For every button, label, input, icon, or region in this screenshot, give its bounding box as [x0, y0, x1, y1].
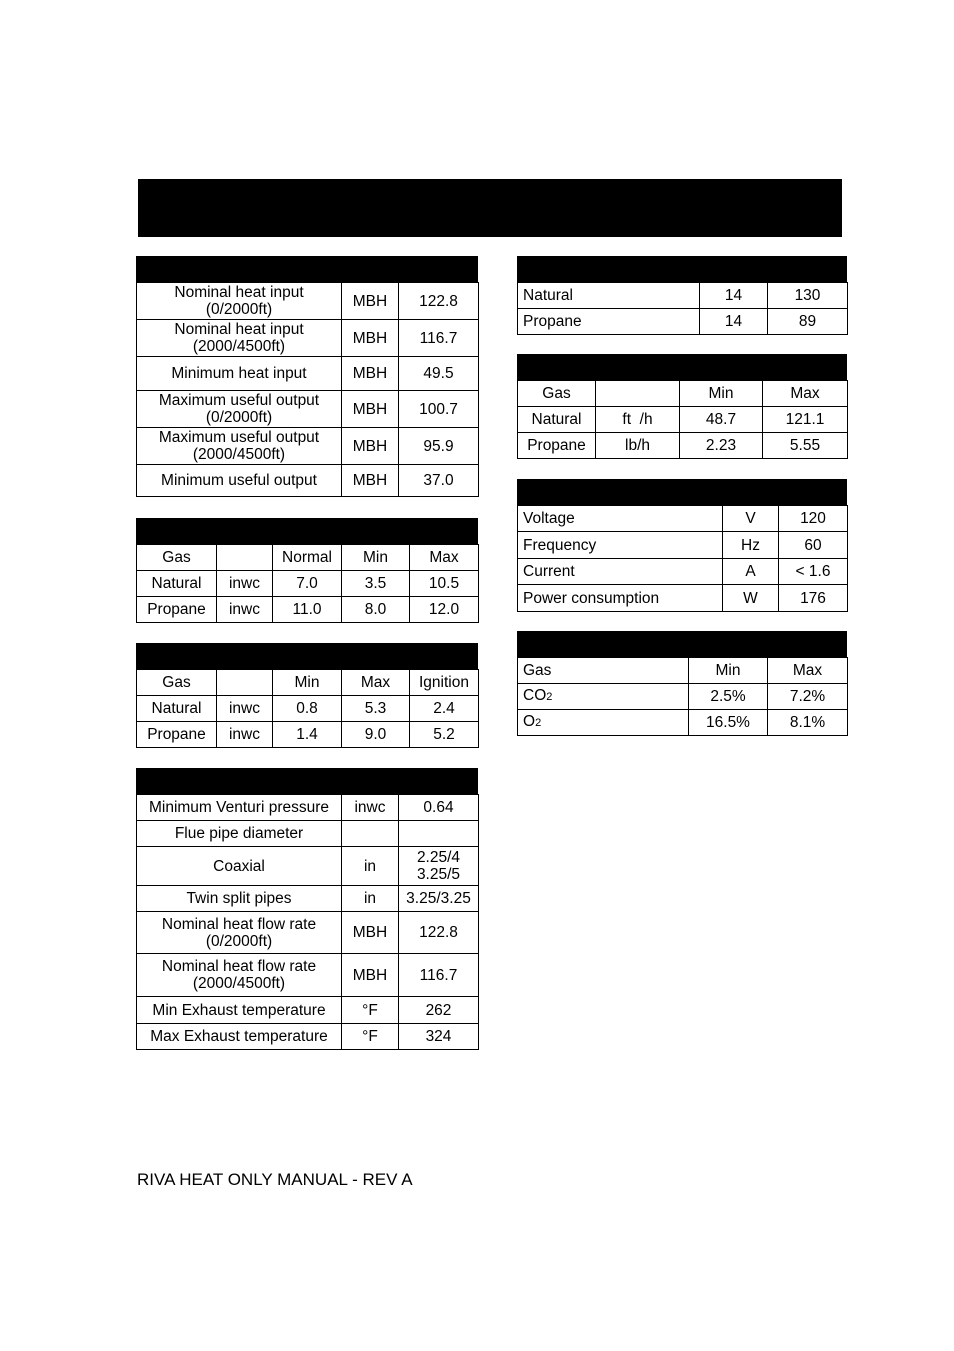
cell: A — [723, 559, 779, 585]
table-row — [137, 997, 479, 1024]
cell — [518, 684, 689, 710]
row-value: 100.7 — [399, 391, 479, 428]
table-row — [137, 320, 479, 357]
combustion-table — [517, 631, 847, 736]
burner-pressure-table — [136, 643, 478, 748]
cell: Propane — [137, 597, 217, 623]
cell: 11.0 — [273, 597, 342, 623]
cell: 7.2% — [768, 684, 848, 710]
electrical-table — [517, 479, 847, 612]
footer-text: RIVA HEAT ONLY MANUAL - REV A — [137, 1170, 413, 1189]
col-header: Min — [273, 670, 342, 696]
table-row — [137, 597, 479, 623]
cell: W — [723, 585, 779, 612]
row-label: Nominal heat input (0/2000ft) — [137, 283, 342, 320]
table-header-bar — [517, 631, 847, 657]
col-header: Max — [768, 658, 848, 684]
row-value: 37.0 — [399, 465, 479, 497]
cell: 130 — [768, 283, 848, 309]
cell: 9.0 — [342, 722, 410, 748]
table-row — [518, 283, 848, 309]
cell: 120 — [779, 506, 848, 532]
row-value: 0.64 — [399, 795, 479, 821]
table-row — [137, 283, 479, 320]
gas-formula: O — [523, 713, 536, 730]
col-header: Min — [342, 545, 410, 571]
col-header: Normal — [273, 545, 342, 571]
row-label: Nominal heat input (2000/4500ft) — [137, 320, 342, 357]
row-value — [399, 821, 479, 847]
table-row — [137, 912, 479, 954]
cell: 5.2 — [410, 722, 479, 748]
cell: inwc — [217, 722, 273, 748]
cell: Current — [518, 559, 723, 585]
cell: Natural — [137, 696, 217, 722]
row-value: 3.25/3.25 — [399, 886, 479, 912]
row-unit: MBH — [342, 320, 399, 357]
row-unit: MBH — [342, 283, 399, 320]
table-row — [137, 847, 479, 886]
cell: 12.0 — [410, 597, 479, 623]
row-value: 122.8 — [399, 912, 479, 954]
cell: inwc — [217, 571, 273, 597]
row-label: Flue pipe diameter — [137, 821, 342, 847]
cell — [518, 710, 689, 736]
row-value: 2.25/4 3.25/5 — [399, 847, 479, 886]
col-header — [217, 670, 273, 696]
row-unit: MBH — [342, 465, 399, 497]
col-header: Gas — [518, 658, 689, 684]
col-header: Max — [763, 381, 848, 407]
table-row — [518, 532, 848, 559]
table-header-bar — [136, 256, 478, 282]
col-header — [596, 381, 680, 407]
table-row — [518, 710, 848, 736]
table-header-bar — [136, 768, 478, 794]
cell: 3.5 — [342, 571, 410, 597]
gas-formula: CO — [523, 687, 547, 704]
cell: Power consumption — [518, 585, 723, 612]
table-row — [518, 433, 848, 459]
cell: inwc — [217, 696, 273, 722]
cell: 8.0 — [342, 597, 410, 623]
row-unit: MBH — [342, 912, 399, 954]
table-row — [518, 684, 848, 710]
row-value: 324 — [399, 1024, 479, 1050]
col-header: Min — [689, 658, 768, 684]
cell: 0.8 — [273, 696, 342, 722]
table-row — [137, 465, 479, 497]
table-row — [137, 571, 479, 597]
cell: 2.5% — [689, 684, 768, 710]
row-value: 122.8 — [399, 283, 479, 320]
row-unit: MBH — [342, 428, 399, 465]
cell: 5.3 — [342, 696, 410, 722]
title-banner — [138, 179, 842, 237]
cell: Natural — [518, 283, 700, 309]
cell: 176 — [779, 585, 848, 612]
col-header: Min — [680, 381, 763, 407]
table-header-bar — [517, 479, 847, 505]
row-label: Coaxial — [137, 847, 342, 886]
cell: 89 — [768, 309, 848, 335]
table-column-headers — [518, 658, 848, 684]
table-row — [137, 886, 479, 912]
table-header-bar — [136, 518, 478, 544]
row-unit: °F — [342, 1024, 399, 1050]
table-row — [518, 585, 848, 612]
col-header — [217, 545, 273, 571]
cell: 60 — [779, 532, 848, 559]
row-label: Nominal heat flow rate (0/2000ft) — [137, 912, 342, 954]
cell: lb/h — [596, 433, 680, 459]
flue-table — [136, 768, 478, 1050]
row-unit: in — [342, 886, 399, 912]
cell: 5.55 — [763, 433, 848, 459]
table-row — [137, 391, 479, 428]
table-header-bar — [517, 354, 847, 380]
modulation-table — [517, 256, 847, 335]
row-label: Min Exhaust temperature — [137, 997, 342, 1024]
row-unit: in — [342, 847, 399, 886]
cell: 48.7 — [680, 407, 763, 433]
table-row — [518, 407, 848, 433]
cell: Propane — [518, 433, 596, 459]
row-unit: inwc — [342, 795, 399, 821]
row-value: 262 — [399, 997, 479, 1024]
cell: 7.0 — [273, 571, 342, 597]
cell: Hz — [723, 532, 779, 559]
table-row — [137, 428, 479, 465]
table-column-headers — [137, 670, 479, 696]
col-header: Gas — [518, 381, 596, 407]
cell: Propane — [518, 309, 700, 335]
table-column-headers — [137, 545, 479, 571]
cell: 8.1% — [768, 710, 848, 736]
cell: 2.23 — [680, 433, 763, 459]
cell: inwc — [217, 597, 273, 623]
col-header: Ignition — [410, 670, 479, 696]
table-row — [137, 954, 479, 997]
row-unit — [342, 821, 399, 847]
row-label: Max Exhaust temperature — [137, 1024, 342, 1050]
row-value: 116.7 — [399, 320, 479, 357]
cell: Propane — [137, 722, 217, 748]
row-unit: MBH — [342, 357, 399, 391]
gas-subscript: 2 — [535, 717, 542, 729]
row-value: 49.5 — [399, 357, 479, 391]
table-header-bar — [517, 256, 847, 282]
col-header: Gas — [137, 670, 217, 696]
cell: 14 — [700, 283, 768, 309]
row-label: Minimum Venturi pressure — [137, 795, 342, 821]
row-unit: MBH — [342, 391, 399, 428]
cell: 14 — [700, 309, 768, 335]
cell: < 1.6 — [779, 559, 848, 585]
table-row — [518, 506, 848, 532]
row-unit: °F — [342, 997, 399, 1024]
col-header: Gas — [137, 545, 217, 571]
table-row — [137, 1024, 479, 1050]
table-row — [137, 821, 479, 847]
table-row — [518, 559, 848, 585]
row-label: Minimum heat input — [137, 357, 342, 391]
heat-input-table — [136, 256, 478, 497]
cell: ft /h — [596, 407, 680, 433]
cell: Frequency — [518, 532, 723, 559]
table-row — [137, 722, 479, 748]
row-label: Maximum useful output (0/2000ft) — [137, 391, 342, 428]
gas-consumption-table — [517, 354, 847, 459]
row-value: 116.7 — [399, 954, 479, 997]
table-row — [137, 696, 479, 722]
row-label: Nominal heat flow rate (2000/4500ft) — [137, 954, 342, 997]
cell: Voltage — [518, 506, 723, 532]
cell: 16.5% — [689, 710, 768, 736]
supply-pressure-table — [136, 518, 478, 623]
row-label: Maximum useful output (2000/4500ft) — [137, 428, 342, 465]
cell: 10.5 — [410, 571, 479, 597]
row-label: Minimum useful output — [137, 465, 342, 497]
table-header-bar — [136, 643, 478, 669]
row-value: 95.9 — [399, 428, 479, 465]
col-header: Max — [342, 670, 410, 696]
table-row — [137, 357, 479, 391]
table-row — [518, 309, 848, 335]
table-row — [137, 795, 479, 821]
gas-subscript: 2 — [546, 691, 553, 703]
table-column-headers — [518, 381, 848, 407]
cell: V — [723, 506, 779, 532]
cell: 2.4 — [410, 696, 479, 722]
row-unit: MBH — [342, 954, 399, 997]
cell: Natural — [137, 571, 217, 597]
cell: 121.1 — [763, 407, 848, 433]
cell: Natural — [518, 407, 596, 433]
col-header: Max — [410, 545, 479, 571]
cell: 1.4 — [273, 722, 342, 748]
row-label: Twin split pipes — [137, 886, 342, 912]
